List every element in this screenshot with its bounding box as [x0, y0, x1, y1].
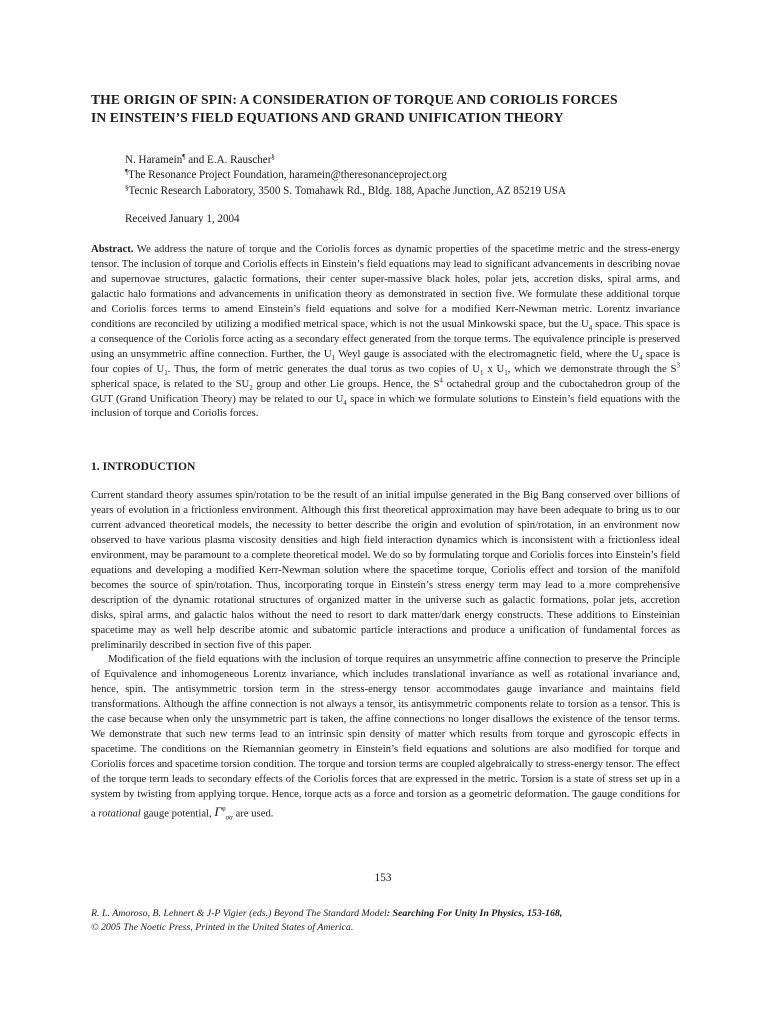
- affiliation-1-mark: ¶: [125, 168, 129, 177]
- footer-line-2: © 2005 The Noetic Press, Printed in the United States of America.: [91, 922, 354, 933]
- subscript: 4: [343, 398, 347, 407]
- footer-citation: R. L. Amoroso, B. Lehnert & J-P Vigier (eds.) Beyond The Standard Model: [91, 908, 387, 919]
- subscript: 1: [480, 368, 484, 377]
- subscript: 1: [164, 368, 168, 377]
- author-2-mark: §: [271, 153, 275, 161]
- abstract: [91, 242, 680, 421]
- author-1-mark: ¶: [182, 153, 186, 161]
- footer-line-1: [91, 907, 691, 921]
- affiliation-2-text: Tecnic Research Laboratory, 3500 S. Tomahawk Rd., Bldg. 188, Apache Junction, AZ 85219 USA: [128, 184, 566, 197]
- paragraph-2-text: gauge potential,: [140, 807, 215, 820]
- abstract-text: . Thus, the form of metric generates the dual torus as two copies of U: [167, 362, 481, 375]
- footer-citation-bold: : Searching For Unity In Physics, 153-168,: [386, 908, 563, 919]
- subscript: 1: [331, 353, 336, 362]
- author-1: N. Haramein: [125, 154, 183, 166]
- abstract-text: space in which we formulate solutions to Einstein’s field equations with the inclusion of torque and Coriolis forces.: [91, 392, 680, 420]
- author-line: [125, 153, 685, 168]
- superscript: 3: [676, 361, 680, 370]
- abstract-label: Abstract.: [91, 243, 134, 255]
- abstract-text: , which we demonstrate through the S: [507, 362, 677, 375]
- abstract-text: group and other Lie groups. Hence, the S: [252, 377, 440, 390]
- abstract-text: octahedral group and the cuboctahedron group of the GUT (Grand Unification Theory) may be related to our U: [91, 377, 681, 405]
- affiliation-2: [125, 184, 685, 199]
- abstract-text: x U: [483, 362, 505, 375]
- paragraph-2: [91, 652, 680, 825]
- affiliation-1-text: The Resonance Project Foundation, haramein@theresonanceproject.org: [128, 169, 447, 182]
- subscript: 1: [504, 368, 508, 377]
- received-date: Received January 1, 2004: [125, 213, 240, 225]
- italic-word: rotational: [98, 807, 141, 820]
- subscript: 2: [249, 383, 253, 392]
- gauge-potential-formula: [214, 804, 233, 822]
- subscript: 4: [639, 353, 643, 362]
- formula-superscript: φ: [221, 805, 226, 814]
- paragraph-2-text: are used.: [232, 807, 274, 820]
- abstract-text: space. This space is a consequence of the Coriolis force acting as a secondary effect generated from the torque terms. The equivalence principle is preserved using an unsymmetric affine connection. Further, the U: [91, 317, 681, 360]
- page-number-text: 153: [374, 872, 392, 884]
- subscript: 4: [588, 323, 593, 332]
- affiliation-1: [125, 168, 685, 183]
- section-heading-introduction: 1. INTRODUCTION: [91, 460, 196, 473]
- title-line-2: IN EINSTEIN’S FIELD EQUATIONS AND GRAND UNIFICATION THEORY: [91, 109, 564, 125]
- superscript: 4: [439, 376, 443, 385]
- abstract-text: space is four copies of U: [91, 347, 680, 375]
- author-join: and E.A. Rauscher: [185, 154, 272, 166]
- abstract-text: We address the nature of torque and the Coriolis forces as dynamic properties of the spacetime metric and the stress-energy tensor. The inclusion of torque and Coriolis effects in Einstein’s field equations may lead to significant advancements in describing novae and supernovae structures, galactic formations, their center super-massive black holes, polar jets, accretion disks, spiral arms, and galactic halo formations and advancements in unification theory as demonstrated in section five. We formulate these additional torque and Coriolis forces terms to amend Einstein’s field equations and solve for a modified Kerr-Newman metric. Lorentz invariance conditions are reconciled by utilizing a modified metrical space, which is not the usual Minkowski space, but the U: [91, 243, 680, 330]
- gamma-symbol: Γ: [214, 804, 222, 820]
- paper-title: [91, 91, 691, 126]
- introduction-body: [91, 488, 680, 826]
- affiliation-2-mark: §: [125, 183, 129, 192]
- page-number: [0, 872, 768, 884]
- title-line-1: THE ORIGIN OF SPIN: A CONSIDERATION OF TORQUE AND CORIOLIS FORCES: [91, 92, 618, 107]
- paragraph-2-text: Modification of the field equations with the inclusion of torque requires an unsymmetric affine connection to preserve the Principle of Equivalence and inhomogeneous Lorentz invariance, which includes translational invariance as well as rotational invariance and, hence, spin. The antisymmetric torsion term in the stress-energy tensor accommodates gauge invariance and maintains field transformations. Although the affine connection is not always a tensor, its antisymmetric components relate to torsion as a tensor. This is the case because when only the unsymmetric part is taken, the affine connections no longer disallows the existence of the tensor terms. We demonstrate that such new terms lead to an intrinsic spin density of matter which results from torque and gyroscopic effects in spacetime. The conditions on the Riemannian geometry in Einstein’s field equations and solutions are also modified for torque and Coriolis forces and spacetime torsion condition. The torque and torsion terms are coupled algebraically to stress-energy tensor. The effect of the torque term leads to secondary effects of the Coriolis forces that are expressed in the metric. Torsion is a state of stress set up in a system by twisting from applying torque. Hence, torque acts as a force and torsion as a geometric deformation. The gauge conditions for a: [91, 653, 680, 820]
- abstract-text: spherical space, is related to the SU: [91, 377, 250, 390]
- abstract-text: Weyl gauge is associated with the electromagnetic field, where the U: [335, 347, 640, 360]
- formula-subscript: σα: [225, 813, 233, 822]
- author-block: [125, 153, 685, 199]
- paragraph-1: Current standard theory assumes spin/rotation to be the result of an initial impulse generated in the Big Bang conserved over billions of years of evolution in a frictionless environment. Although this first theoretical approximation may have been adequate to bring us to our current advanced theoretical models, the necessity to better describe the origin and evolution of spin/rotation, in an environment now observed to have various plasma viscosity densities and high field interaction dynamics which is inconsistent with a frictionless ideal environment, may be paramount to a complete theoretical model. We do so by formulating torque and Coriolis forces into Einstein’s field equations and developing a modified Kerr-Newman solution where the spacetime torque, Coriolis effect and torsion of the manifold becomes the source of spin/rotation. Thus, incorporating torque in Einstein’s stress energy term may lead to a more comprehensive description of the dynamic rotational structures of organized matter in the universe such as galactic formations, polar jets, accretion disks, spiral arms, and galactic halos without the need to resort to dark matter/dark energy constructs. These additions to Einsteinian spacetime may as well help describe atomic and subatomic particle interactions and produce a unification of fundamental forces as preliminarily described in section five of this paper.: [91, 489, 680, 651]
- citation-footer: [91, 907, 691, 935]
